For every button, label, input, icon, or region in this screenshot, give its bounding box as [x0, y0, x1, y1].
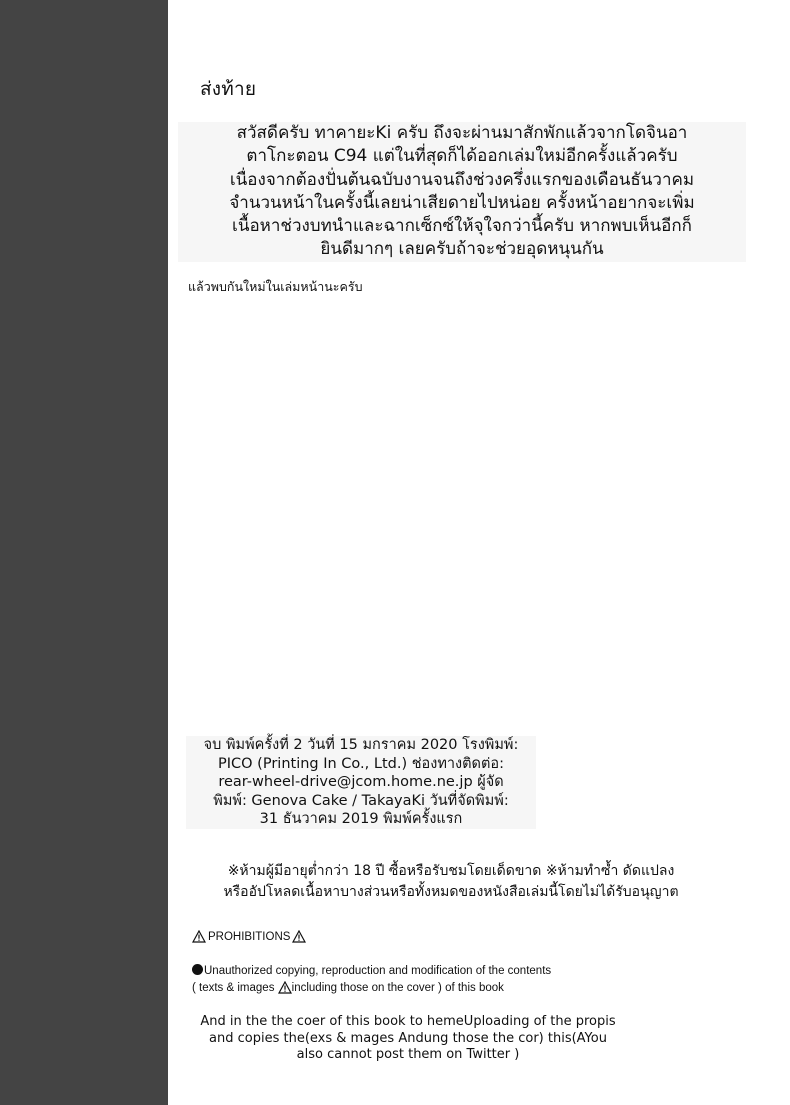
prohibitions-title-text: PROHIBITIONS: [208, 930, 291, 943]
prohibitions-body: [192, 963, 612, 996]
bullet-dot-icon: [192, 964, 203, 975]
prohibition-line-1: [192, 963, 612, 980]
closing-line: แล้วพบกันใหม่ในเล่มหน้านะครับ: [188, 279, 363, 294]
colophon-block: จบ พิมพ์ครั้งที่ 2 วันที่ 15 มกราคม 2020 โรงพิมพ์: PICO (Printing In Co., Ltd.) ช่องทางติดต่อ: rear-wheel-drive@jcom.home.ne.jp ผู้จัด พิมพ์: Genova Cake / TakayaKi วันที่จัดพิมพ์: 31 ธันวาคม 2019 พิมพ์ครั้งแรก: [186, 736, 536, 829]
left-side-bar: [0, 0, 168, 1105]
age-restriction-notice: ※ห้ามผู้มีอายุต่ำกว่า 18 ปี ซื้อหรือรับชมโดยเด็ดขาด ※ห้ามทำซ้ำ ดัดแปลง หรืออัปโหลดเนื้อหาบางส่วนหรือทั้งหมดของหนังสือเล่มนี้โดยไม่ได้รับอนุญาต: [223, 863, 679, 900]
warning-triangle-icon: [192, 930, 206, 943]
prohibition-line-2-post: including those on the cover ) of this book: [291, 981, 504, 994]
afterword-heading: ส่งท้าย: [200, 78, 257, 100]
warning-triangle-icon: [292, 930, 306, 943]
prohibitions-title: [192, 930, 306, 943]
afterword-paragraph: สวัสดีครับ ทาคายะKi ครับ ถึงจะผ่านมาสักพักแล้วจากโดจินอา ตาโกะตอน C94 แต่ในที่สุดก็ได้ออกเล่มใหม่อีกครั้งแล้วครับ เนื่องจากต้องปั่นต้นฉบับงานจนถึงช่วงครึ่งแรกของเดือนธันวาคม จำนวนหน้าในครั้งนี้เลยน่าเสียดายไปหน่อย ครั้งหน้าอยากจะเพิ่ม เนื้อหาช่วงบทนำและฉากเซ็กซ์ให้จุใจกว่านี้ครับ หากพบเห็นอีกก็ ยินดีมากๆ เลยครับถ้าจะช่วยอุดหนุนกัน: [178, 122, 746, 262]
english-copyright-note: And in the the coer of this book to hemeUploading of the propis and copies the(exs & mages Andung those the cor) this(AYou also cannot post them on Twitter ): [200, 1014, 616, 1062]
document-page: [168, 0, 790, 1105]
prohibition-line-2-pre: ( texts & images: [192, 981, 275, 994]
prohibition-line-1-text: Unauthorized copying, reproduction and modification of the contents: [204, 965, 552, 977]
warning-triangle-icon: [278, 981, 292, 994]
prohibition-line-2: [192, 980, 612, 997]
